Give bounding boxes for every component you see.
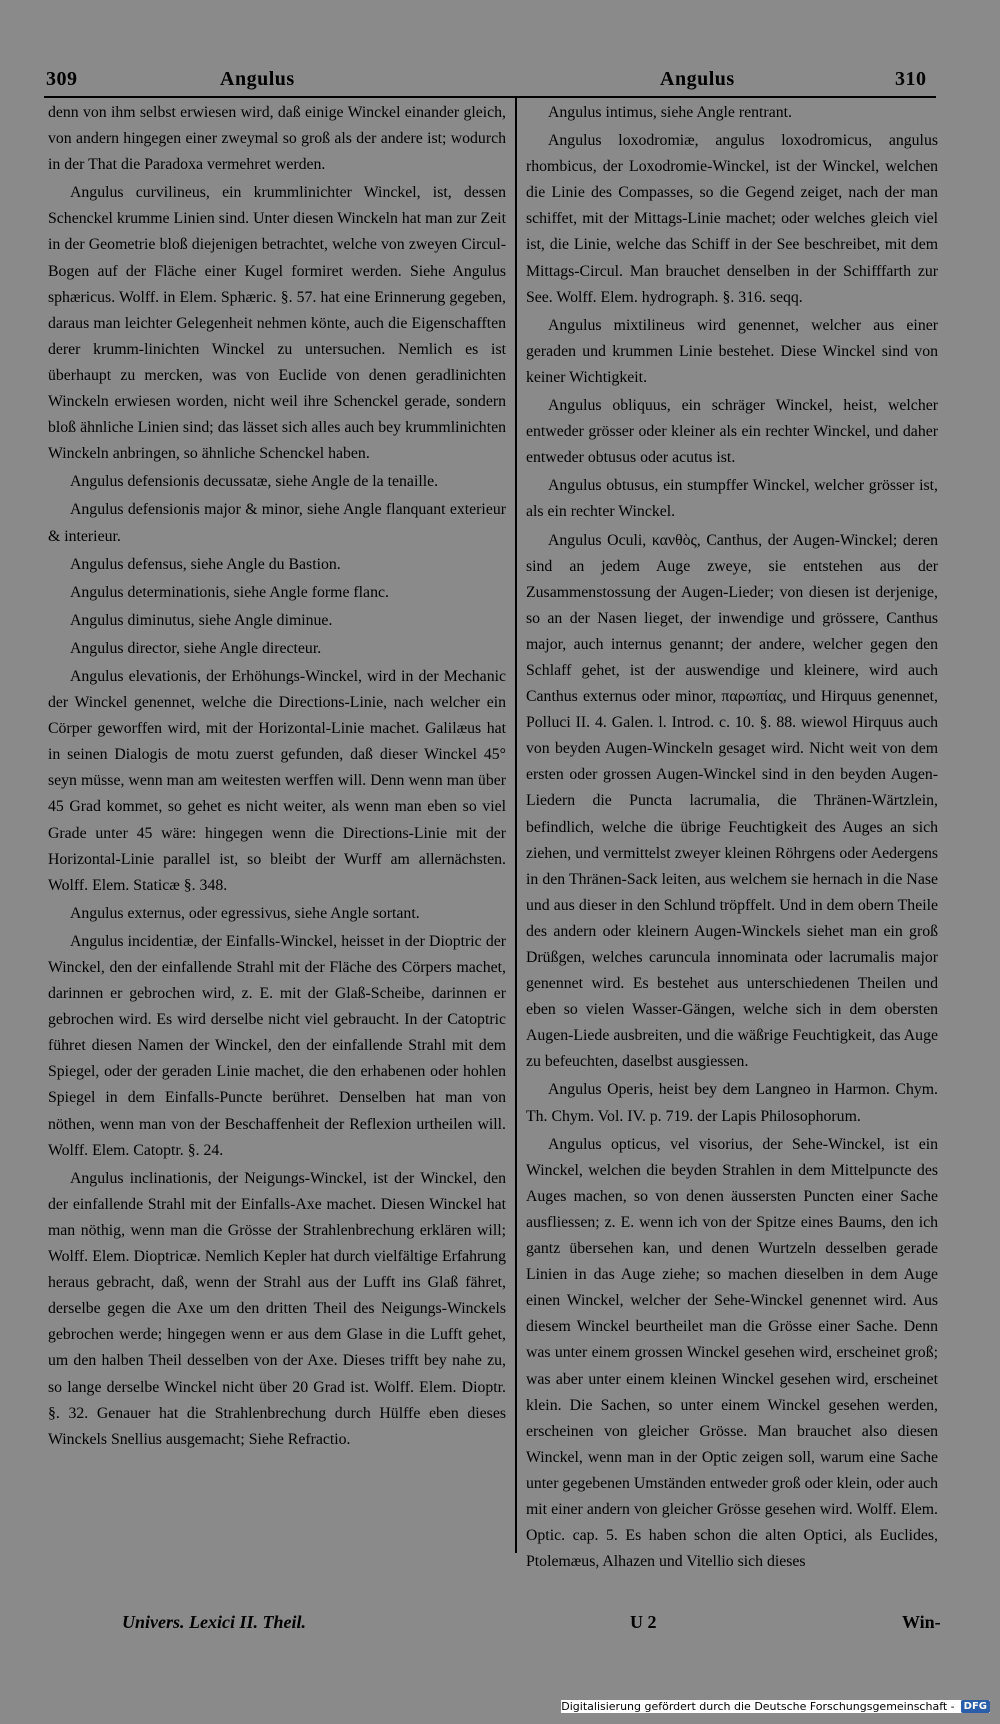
dictionary-entry: Angulus defensus, siehe Angle du Bastion. — [70, 555, 341, 573]
right-column — [526, 100, 938, 1577]
right-running-title: Angulus — [660, 68, 735, 90]
dictionary-entry: Angulus inclinationis, der Neigungs-Winckel, ist der Winckel, den der einfallende Strahl mit der Einfalls-Axe machet. Diesen Winckel hat man nöthig, wenn man die Grösse der Strahlenbrechung erklären will; Wolff. Elem. Dioptricæ. Nemlich Kepler hat durch vielfältige Erfahrung heraus gebracht, daß, wenn der Strahl aus der Lufft ins Glaß fähret, derselbe gegen die Axe um den dritten Theil des Neigungs-Winckels gebrochen werde; hingegen wenn er aus dem Glase in die Lufft gehet, um den halben Theil desselben von der Axe. Dieses trifft bey nahe zu, so lange derselbe Winckel nicht über 20 Grad ist. Wolff. Elem. Dioptr. §. 32. Genauer hat die Strahlenbrechung durch Hülffe eben dieses Winckels Snellius ausgemacht; Siehe Refractio. — [48, 1169, 506, 1448]
dictionary-entry: Angulus elevationis, der Erhöhungs-Winckel, wird in der Mechanic der Winckel genennet, welche die Directions-Linie, nach welcher ein Cörper geworffen wird, mit der Horizontal-Linie machet. Galilæus hat in seinen Dialogis de motu zuerst gefunden, daß dieser Winckel 45° seyn müsse, wenn man am weitesten werffen will. Denn wenn man über 45 Grad kommet, so gehet es nicht weiter, als wenn man eben so viel Grade unter 45 wäre: hingegen wenn die Directions-Linie mit der Horizontal-Linie parallel ist, so bleibt der Wurff am allernächsten. Wolff. Elem. Staticæ §. 348. — [48, 667, 506, 894]
dictionary-entry: Angulus Operis, heist bey dem Langneo in Harmon. Chym. Th. Chym. Vol. IV. p. 719. der Lapis Philosophorum. — [526, 1081, 938, 1125]
left-running-title: Angulus — [220, 68, 295, 90]
dictionary-entry: Angulus obliquus, ein schräger Winckel, heist, welcher entweder grösser oder kleiner als ein rechter Winckel, und daher entweder obtusus oder acutus ist. — [526, 397, 938, 467]
footer-signature-mark: U 2 — [630, 1612, 657, 1632]
dictionary-entry: Angulus obtusus, ein stumpffer Winckel, welcher grösser ist, als ein rechter Winckel. — [526, 477, 938, 521]
dictionary-entry: Angulus opticus, vel visorius, der Sehe-Winckel, ist ein Winckel, welchen die beyden Strahlen in dem Mittelpuncte des Auges machen, so von denen äussersten Puncten einer Sache ausfliessen; z. E. wenn ich von der Spitze eines Baums, den ich gantz übersehen kan, und denen Wurtzeln desselben gerade Linien in das Auge ziehe; so machen dieselben in dem Auge einen Winckel, welcher der Sehe-Winckel genennet wird. Aus diesem Winckel beurtheilet man die Grösse einer Sache. Denn was unter einem grossen Winckel gesehen wird, erscheinet groß; was aber unter einem kleinen Winckel gesehen wird, erscheinet klein. Die Sachen, so unter einem Winckel gesehen werden, erscheinen von gleicher Grösse. Man brauchet also diesen Winckel, wenn man in der Optic zeigen soll, warum eine Sache unter gegebenen Umständen entweder groß oder klein, oder auch mit einer andern von gleicher Grösse gesehen wird. Wolff. Elem. Optic. cap. 5. Es haben schon die alten Optici, als Euclides, Ptolemæus, Alhazen und Vitellio sich dieses — [526, 1135, 938, 1571]
dictionary-entry: Angulus diminutus, siehe Angle diminue. — [70, 611, 333, 629]
dictionary-entry: Angulus defensionis major & minor, siehe Angle flanquant exterieur & interieur. — [48, 501, 506, 545]
dfg-logo-icon: DFG — [961, 1700, 990, 1713]
footer-volume-note: Univers. Lexici II. Theil. — [122, 1612, 306, 1632]
footer-catchword: Win- — [902, 1612, 941, 1632]
dfg-notice-text: Digitalisierung gefördert durch die Deutsche Forschungsgemeinschaft - — [561, 1700, 955, 1713]
header-rule — [44, 96, 936, 98]
dictionary-entry: Angulus loxodromiæ, angulus loxodromicus, angulus rhombicus, der Loxodromie-Winckel, ist der Winckel, welchen die Linie des Compasses, so die Gegend zeiget, nach der man schiffet, mit der Mittags-Linie machet; oder welches gleich viel ist, die Linie, welche das Schiff in der See beschreibet, mit dem Mittags-Circul. Man brauchet denselben in der Schifffarth zur See. Wolff. Elem. hydrograph. §. 316. seqq. — [526, 132, 938, 306]
column-divider — [515, 98, 517, 1553]
dictionary-entry: Angulus incidentiæ, der Einfalls-Winckel, heisset in der Dioptric der Winckel, den der einfallende Strahl mit der Fläche des Cörpers machet, darinnen er gebrochen wird, z. E. mit der Glaß-Scheibe, darinnen er gebrochen wird. Es wird derselbe nicht viel gebraucht. In der Catoptric führet diesen Namen der Winckel, den der einfallende Strahl mit dem Spiegel, oder der geraden Linie machet, die den erhabenen oder hohlen Spiegel in dem Einfalls-Puncte berühret. Denselben hat man von nöthen, wenn man von der Beschaffenheit der Reflexion urtheilen will. Wolff. Elem. Catoptr. §. 24. — [48, 932, 506, 1159]
dictionary-entry: Angulus Oculi, κανθὸς, Canthus, der Augen-Winckel; deren sind an jedem Auge zweye, sie entstehen aus der Zusammenstossung der Augen-Lieder; von diesen ist derjenige, so an der Nasen lieget, der inwendige und grössere, Canthus major, auch internus genannt; der andere, welcher gegen den Schlaff gehet, ist der auswendige und kleinere, wird auch Canthus externus oder minor, παρωπίας, und Hirquus genennet, Polluci II. 4. Galen. l. Introd. c. 10. §. 88. wiewol Hirquus auch von beyden Augen-Winckeln gesaget wird. Nicht weit von dem ersten oder grossen Augen-Winckel sind in den beyden Augen-Liedern die Puncta lacrumalia, die Thränen-Wärtzlein, befindlich, welche die übrige Feuchtigkeit des Auges an sich ziehen, und vermittelst zweyer kleinen Röhrgens oder Aedergens in den Thränen-Sack leiten, aus welchem sie hernach in die Nase und aus dieser in den Schlund tröpffelt. Und in dem obern Theile des andern oder kleinern Augen-Winckels siehet man ein groß Drüßgen, welches caruncula innominata oder lacrumalis major genennet wird. Es bestehet aus unterschiedenen Theilen und eben so vielen Wasser-Gängen, welche sich in dem obersten Augen-Liede ausbreiten, und die wäßrige Feuchtigkeit, das Auge zu befeuchten, daselbst ausgiessen. — [526, 531, 938, 1071]
dictionary-entry: Angulus intimus, siehe Angle rentrant. — [548, 104, 792, 121]
left-page-number: 309 — [46, 68, 78, 90]
dictionary-entry: Angulus defensionis decussatæ, siehe Angle de la tenaille. — [70, 473, 439, 491]
left-column — [48, 100, 506, 1455]
page-scan-area — [30, 56, 950, 1668]
dictionary-entry: denn von ihm selbst erwiesen wird, daß einige Winckel einander gleich, von andern hingegen einer zweymal so groß als der andere ist; wodurch in der That die Paradoxa vermehret werden. — [48, 104, 506, 174]
dictionary-entry: Angulus determinationis, siehe Angle forme flanc. — [70, 583, 389, 601]
dfg-funding-notice — [561, 1700, 990, 1713]
dictionary-entry: Angulus externus, oder egressivus, siehe Angle sortant. — [70, 904, 420, 922]
dictionary-entry: Angulus director, siehe Angle directeur. — [70, 639, 322, 657]
dictionary-entry: Angulus curvilineus, ein krummlinichter Winckel, ist, dessen Schenckel krumme Linien sind. Unter diesen Winckeln hat man zur Zeit in der Geometrie bloß diejenigen betrachtet, welche von zweyen Circul-Bogen auf der Fläche einer Kugel formiret werden. Siehe Angulus sphæricus. Wolff. in Elem. Sphæric. §. 57. hat eine Erinnerung gegeben, daraus man leichter Gelegenheit nehmen könte, auch die Eigenschafften derer krumm-linichten Winckel zu untersuchen. Nemlich es ist überhaupt zu mercken, was von Euclide von denen geradlinichten Winckeln erwiesen worden, nicht weil ihre Schenckel gerade, sondern bloß ähnliche Linien sind; das lässet sich alles auch bey krummlinichten Winckeln anbringen, so ähnliche Schenckel haben. — [48, 184, 506, 463]
right-page-number: 310 — [895, 68, 927, 90]
dictionary-entry: Angulus mixtilineus wird genennet, welcher aus einer geraden und krummen Linie bestehet. Diese Winckel sind von keiner Wichtigkeit. — [526, 316, 938, 386]
